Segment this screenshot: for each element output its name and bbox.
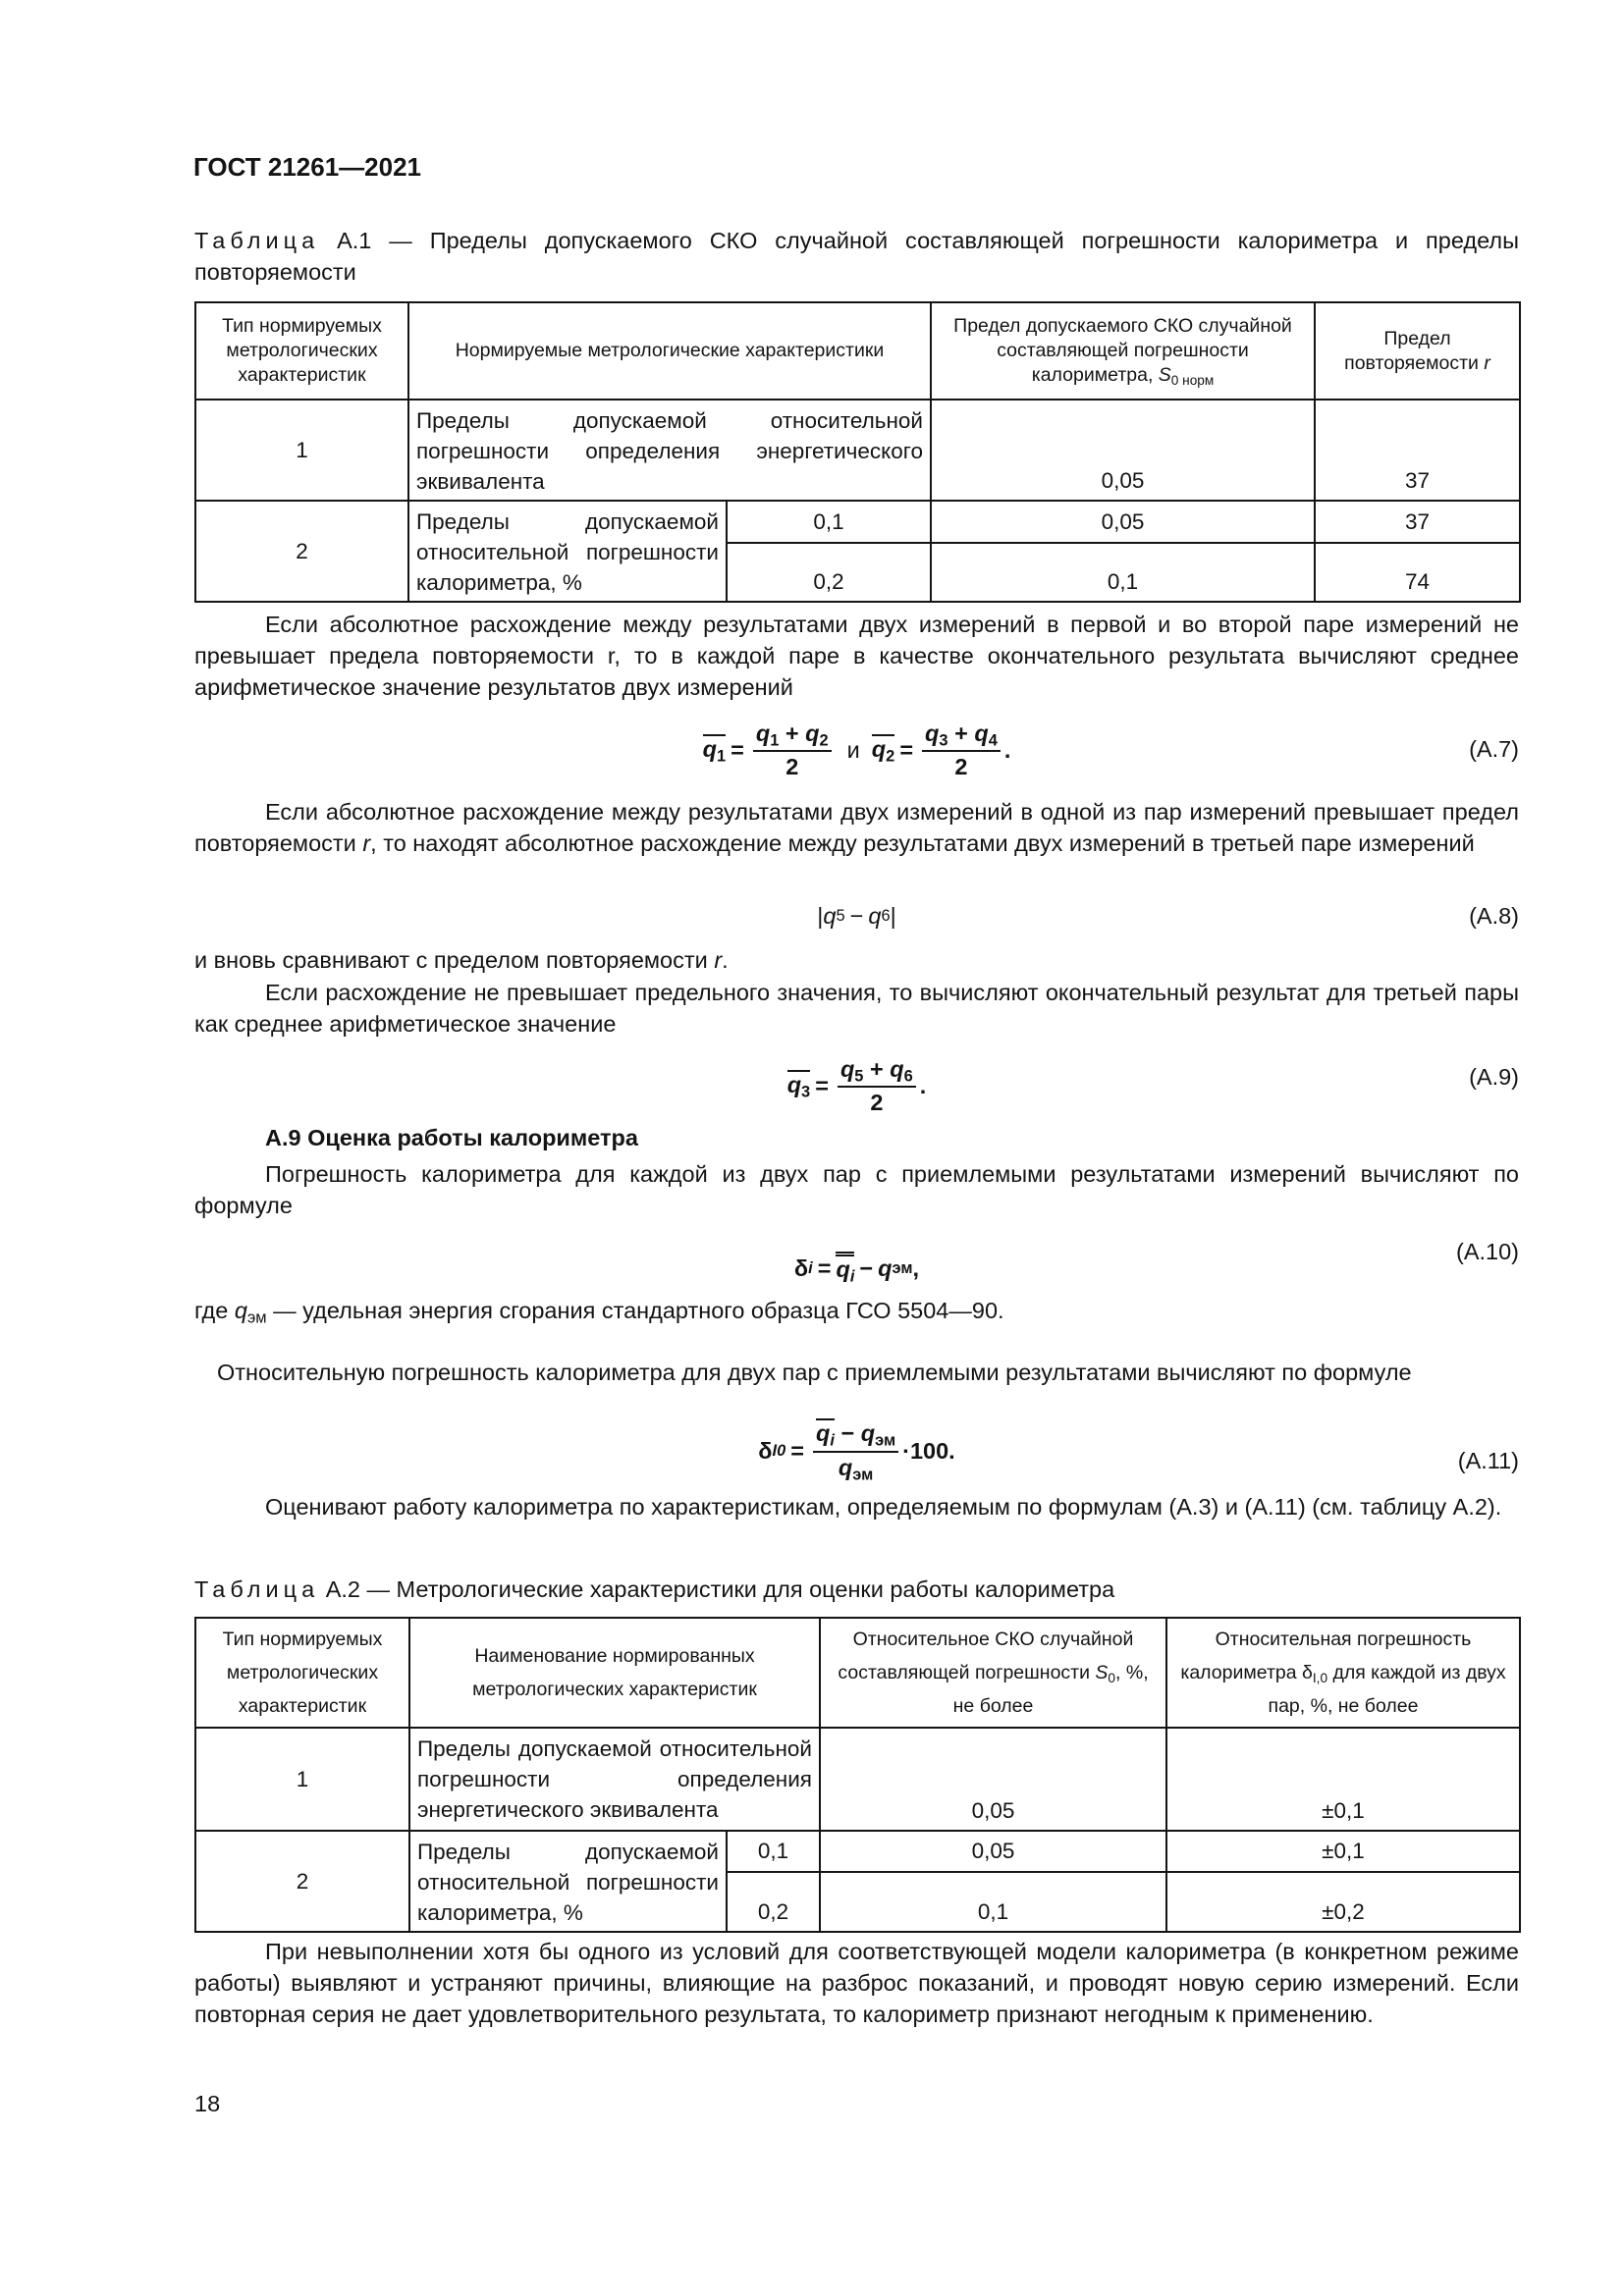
formula-a7-mean-q2 <box>872 734 895 765</box>
table-a1-cell-repeat: 74 <box>1315 543 1520 602</box>
table-a2-cell-value: 0,1 <box>727 1831 820 1872</box>
table-a2-cell-sko: 0,1 <box>820 1872 1166 1932</box>
table-a1-cell-name: Пределы допускаемой относительной погрешности калориметра, % <box>408 501 727 602</box>
table-a1-header-sko-symbol: S <box>1158 364 1171 386</box>
document-header: ГОСТ 21261—2021 <box>193 152 421 182</box>
formula-a8 <box>194 900 1519 932</box>
paragraph-8: Оценивают работу калориметра по характеристикам, определяемым по формулам (А.3) и (А.11) (см. таблицу А.2). <box>265 1494 1502 1520</box>
table-a2-header-names: Наименование нормированных метрологических характеристик <box>409 1618 820 1728</box>
table-a2-cell-error: ±0,1 <box>1166 1831 1520 1872</box>
table-row <box>195 1831 1520 1872</box>
table-a1-cell-sko: 0,05 <box>931 400 1315 501</box>
table-a2-cell-sko: 0,05 <box>820 1728 1166 1831</box>
formula-a11-mean-qi <box>816 1418 835 1449</box>
formula-a8-sub: 5 <box>836 906 845 925</box>
table-a1-header-characteristics: Нормируемые метрологические характеристики <box>408 302 931 400</box>
formula-a7-equals: = <box>731 736 744 763</box>
table-a2-header-row <box>195 1618 1520 1728</box>
formula-a7-and: и <box>846 736 860 763</box>
table-a1 <box>194 301 1521 603</box>
table-a1-header-sko-text: Предел допускаемого СКО случайной составляющей погрешности калориметра, <box>953 315 1292 386</box>
table-a1-header-sko-sub: 0 норм <box>1170 372 1215 388</box>
paragraph-3-symbol-r: r <box>714 947 723 973</box>
formula-a11-fraction <box>813 1418 898 1482</box>
table-a2-cell-type: 2 <box>195 1831 409 1932</box>
formula-a8-bar: | <box>817 902 824 929</box>
formula-a8-minus: − <box>849 902 864 929</box>
table-a2-caption <box>194 1574 1519 1605</box>
formula-a7-numerator-1 <box>753 720 832 750</box>
paragraph-3-text-a: и вновь сравнивают с пределом повторяемости <box>194 947 715 973</box>
table-a2-caption-text: А.2 — Метрологические характеристики для оценки работы калориметра <box>325 1576 1115 1602</box>
table-row <box>195 1728 1520 1831</box>
table-a2-cell-error: ±0,1 <box>1166 1728 1520 1831</box>
table-a1-caption <box>194 225 1519 288</box>
formula-a9-sub: 6 <box>903 1067 913 1086</box>
table-a1-cell-repeat: 37 <box>1315 400 1520 501</box>
paragraph-2-text-a: Если абсолютное расхождение между результатами двух измерений в одной из пар измерений превышает предел повторяемости <box>194 799 1519 856</box>
table-a1-caption-word: Таблица <box>194 228 320 253</box>
paragraph-6-sub: эм <box>246 1308 267 1327</box>
table-a1-cell-type: 1 <box>195 400 408 501</box>
formula-a9-sub: 5 <box>854 1067 864 1086</box>
formula-a10 <box>194 1239 1519 1293</box>
page-number: 18 <box>194 2091 221 2116</box>
formula-a7-plus: + <box>954 720 968 746</box>
table-a2-cell-error: ±0,2 <box>1166 1872 1520 1932</box>
formula-a7-symbol: q <box>755 720 771 746</box>
table-a2-caption-word: Таблица <box>194 1576 320 1602</box>
formula-a10-number: (А.10) <box>1456 1239 1519 1264</box>
formula-a9-fraction <box>838 1055 916 1116</box>
formula-a9-symbol: q <box>890 1055 904 1082</box>
table-a2-cell-name: Пределы допускаемой относительной погрешности калориметра, % <box>409 1831 727 1932</box>
formula-a7-sub: 1 <box>770 731 780 750</box>
formula-a7-sub: 1 <box>716 748 727 767</box>
formula-a11-minus: − <box>840 1420 855 1447</box>
formula-a11-delta: δ <box>758 1437 773 1464</box>
table-a2-header-error <box>1166 1618 1520 1728</box>
formula-a7-plus: + <box>785 720 799 746</box>
table-a2-header-sko-symbol: S <box>1095 1662 1109 1683</box>
section-heading-a9: А.9 Оценка работы калориметра <box>265 1125 638 1150</box>
formula-a11-numerator <box>813 1418 898 1450</box>
table-a1-cell-name: Пределы допускаемой относительной погрешности определения энергетического эквивалента <box>408 400 931 501</box>
table-a1-caption-text: А.1 — Пределы допускаемого СКО случайной составляющей погрешности калориметра и пределы повторяемости <box>194 228 1520 285</box>
table-a1-header-repeatability <box>1315 302 1520 400</box>
formula-a9-period: . <box>919 1072 927 1098</box>
table-a1-header-repeat-symbol: r <box>1484 351 1490 374</box>
table-a1-header-type: Тип нормируемых метрологических характеристик <box>195 302 408 400</box>
formula-a7-sub: 2 <box>886 748 895 767</box>
formula-a7-sub: 3 <box>939 731 948 750</box>
table-a2 <box>194 1617 1521 1933</box>
formula-a7-sub: 2 <box>819 731 829 750</box>
formula-a9-numerator <box>838 1055 916 1086</box>
paragraph-3 <box>194 944 1519 976</box>
formula-a11-sub: эм <box>852 1466 874 1484</box>
table-a2-header-error-sub: I,0 <box>1312 1670 1328 1685</box>
formula-a7-symbol: q <box>925 720 940 746</box>
paragraph-7: Относительную погрешность калориметра для двух пар с приемлемыми результатами вычисляют по формуле <box>217 1360 1412 1385</box>
table-a1-cell-value: 0,1 <box>727 501 931 543</box>
paragraph-6-symbol-q: q <box>234 1298 247 1323</box>
paragraph-9: При невыполнении хотя бы одного из условий для соответствующей модели калориметра (в конкретном режиме работы) выявляют и устраняют причины, влияющие на разброс показаний, и проводят новую серию измерений. Если повторная серия не дает удовлетворительного результата, то калориметр признают негодным к применению. <box>194 1939 1519 2027</box>
formula-a11-multiplier: ·100. <box>902 1437 955 1464</box>
formula-a11-symbol: q <box>860 1420 876 1447</box>
formula-a11-denominator <box>813 1451 898 1483</box>
formula-a11-symbol: q <box>838 1454 853 1480</box>
formula-a9-symbol: q <box>839 1055 855 1082</box>
formula-a10-sub: i <box>849 1267 855 1286</box>
table-a2-cell-name: Пределы допускаемой относительной погрешности определения энергетического эквивалента <box>409 1728 820 1831</box>
formula-a9 <box>194 1056 1519 1115</box>
formula-a7 <box>194 720 1519 780</box>
paragraph-1: Если абсолютное расхождение между результатами двух измерений в первой и во второй паре измерений не превышает предела повторяемости r, то в каждой паре в качестве окончательного результата вычисляют среднее арифметическое значение результатов двух измерений <box>194 612 1519 700</box>
table-a1-cell-sko: 0,05 <box>931 501 1315 543</box>
formula-a8-bar: | <box>890 902 896 929</box>
formula-a10-sub: i <box>808 1258 813 1277</box>
formula-a9-equals: = <box>815 1072 829 1098</box>
table-a1-cell-sko: 0,1 <box>931 543 1315 602</box>
formula-a11-number: (А.11) <box>1457 1448 1519 1473</box>
formula-a7-mean-q1 <box>703 734 727 765</box>
table-a1-cell-value: 0,2 <box>727 543 931 602</box>
paragraph-6 <box>194 1295 1519 1326</box>
table-a1-header-repeat-text: Предел повторяемости <box>1344 327 1485 374</box>
table-a2-cell-value: 0,2 <box>727 1872 820 1932</box>
formula-a10-symbol: q <box>836 1255 850 1282</box>
formula-a9-sub: 3 <box>801 1084 811 1102</box>
formula-a11-symbol: q <box>816 1420 831 1447</box>
table-a1-header-sko <box>931 302 1315 400</box>
formula-a7-symbol: q <box>702 736 717 763</box>
paragraph-2-text-b: , то находят абсолютное расхождение между результатами двух измерений в третьей паре измерений <box>370 830 1475 856</box>
formula-a9-denominator: 2 <box>838 1086 916 1116</box>
table-a2-header-error-tail: для каждой из двух пар, %, не более <box>1268 1662 1506 1717</box>
formula-a8-number: (А.8) <box>1469 903 1519 929</box>
formula-a9-mean-q3 <box>787 1070 811 1100</box>
formula-a8-symbol: q <box>868 902 882 929</box>
formula-a7-period: . <box>1003 736 1011 763</box>
formula-a11-sub: i <box>830 1432 835 1451</box>
formula-a11-sub: эм <box>875 1432 896 1451</box>
formula-a7-fraction-2 <box>922 720 1001 780</box>
table-row <box>195 400 1520 501</box>
formula-a10-comma: , <box>912 1255 920 1281</box>
formula-a7-denominator-2: 2 <box>922 750 1001 780</box>
table-a2-cell-sko: 0,05 <box>820 1831 1166 1872</box>
table-a1-cell-repeat: 37 <box>1315 501 1520 543</box>
formula-a9-plus: + <box>869 1055 884 1082</box>
formula-a7-symbol: q <box>871 736 887 763</box>
formula-a11 <box>194 1414 1519 1488</box>
formula-a7-symbol: q <box>974 720 989 746</box>
table-row <box>195 501 1520 543</box>
formula-a11-equals: = <box>790 1437 804 1464</box>
formula-a7-numerator-2 <box>922 720 1001 750</box>
table-a2-header-error-text: Относительная погрешность калориметра <box>1180 1629 1472 1683</box>
table-a2-header-sko-tail: , %, не более <box>952 1662 1149 1717</box>
formula-a10-minus: − <box>859 1255 874 1281</box>
table-a1-cell-type: 2 <box>195 501 408 602</box>
formula-a7-equals: = <box>899 736 914 763</box>
formula-a10-delta: δ <box>793 1255 809 1281</box>
formula-a10-symbol: q <box>878 1255 893 1281</box>
formula-a9-symbol: q <box>786 1072 802 1098</box>
paragraph-2 <box>194 796 1519 859</box>
formula-a8-symbol: q <box>823 902 837 929</box>
table-a1-header-row <box>195 302 1520 400</box>
formula-a7-sub: 4 <box>988 731 998 750</box>
paragraph-4: Если расхождение не превышает предельного значения, то вычисляют окончательный результат для третьей пары как среднее арифметическое значение <box>194 980 1519 1037</box>
paragraph-2-symbol-r: r <box>362 830 371 856</box>
table-a2-header-error-symbol: δ <box>1302 1662 1313 1683</box>
formula-a7-number: (А.7) <box>1469 736 1519 762</box>
formula-a10-sub: эм <box>892 1258 913 1277</box>
paragraph-3-text-b: . <box>722 947 729 973</box>
formula-a7-symbol: q <box>805 720 820 746</box>
formula-a7-fraction-1 <box>753 720 832 780</box>
formula-a8-sub: 6 <box>881 906 891 925</box>
table-a2-header-sko-sub: 0 <box>1108 1670 1116 1685</box>
formula-a10-equals: = <box>817 1255 832 1281</box>
formula-a10-double-mean <box>836 1252 854 1285</box>
formula-a7-denominator-1: 2 <box>753 750 832 780</box>
table-a2-header-type: Тип нормируемых метрологических характеристик <box>195 1618 409 1728</box>
formula-a11-sub: I0 <box>772 1441 786 1460</box>
table-a2-header-sko-text: Относительное СКО случайной составляющей погрешности <box>838 1629 1134 1683</box>
paragraph-6-text-b: — удельная энергия сгорания стандартного образца ГСО 5504—90. <box>266 1298 1004 1323</box>
formula-a9-number: (А.9) <box>1469 1064 1519 1090</box>
table-a2-header-sko <box>820 1618 1166 1728</box>
table-a2-cell-type: 1 <box>195 1728 409 1831</box>
paragraph-5: Погрешность калориметра для каждой из двух пар с приемлемыми результатами измерений вычисляют по формуле <box>194 1161 1519 1218</box>
paragraph-6-text-a: где <box>194 1298 235 1323</box>
